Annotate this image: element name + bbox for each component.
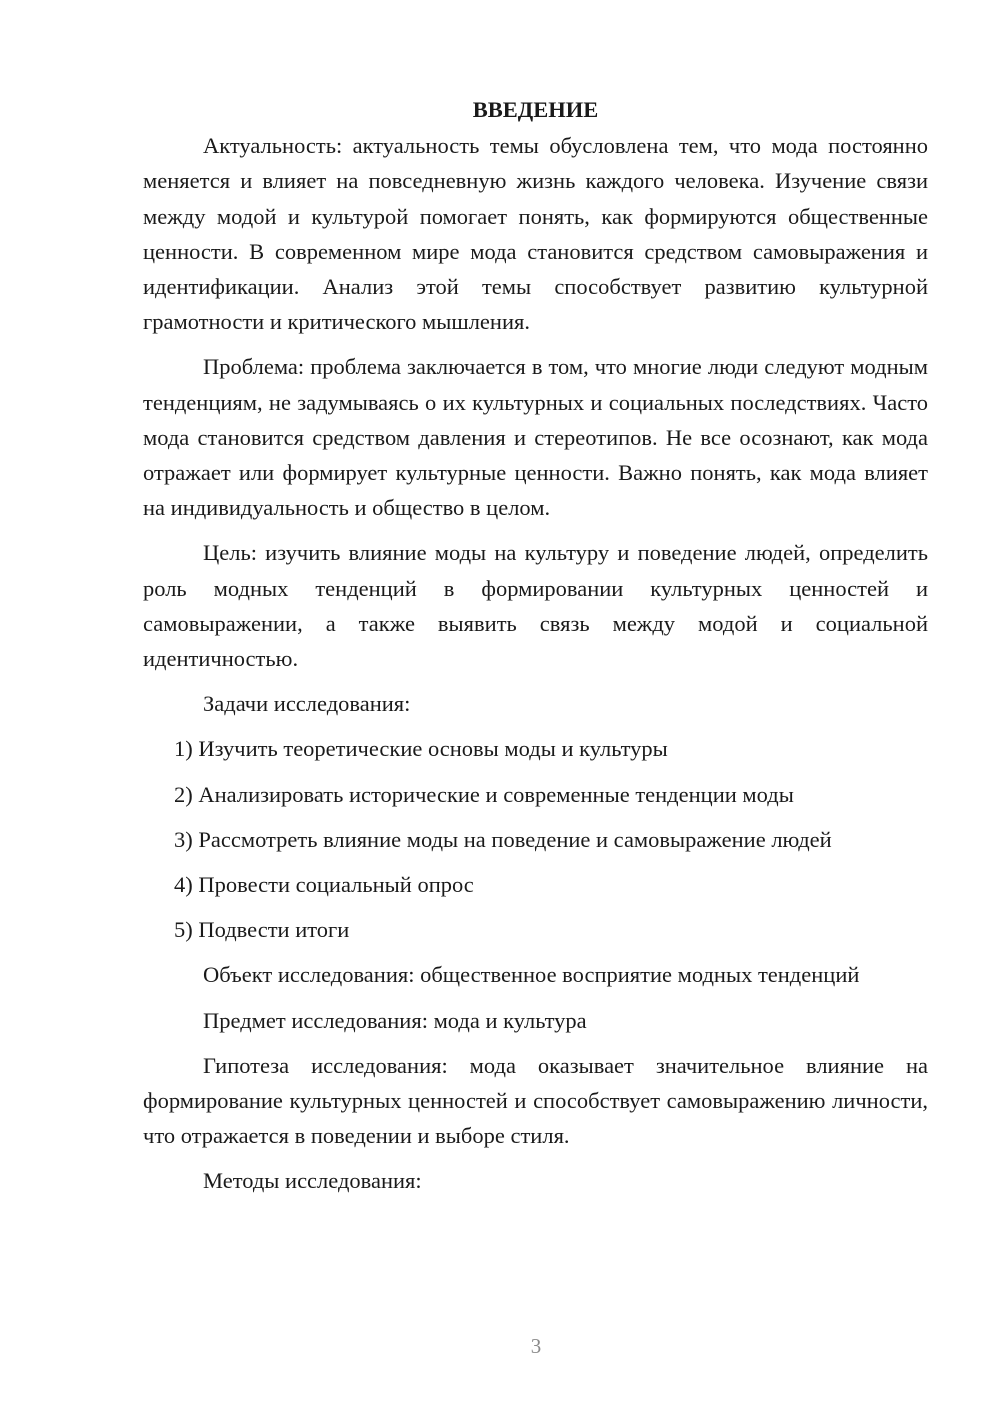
page-number: 3 (530, 1334, 542, 1358)
relevance-paragraph: Актуальность: актуальность темы обусловлена тем, что мода постоянно меняется и влияет на повседневную жизнь каждого человека. Изучение связи между модой и культурой помогает понять, как формируются общественные ценности. В современном мире мода становится средством самовыражения и идентификации. Анализ этой темы способствует развитию культурной грамотности и критического мышления. (143, 133, 928, 335)
problem-paragraph: Проблема: проблема заключается в том, что многие люди следуют модным тенденциям, не задумываясь о их культурных и социальных последствиях. Часто мода становится средством давления и стереотипов. Не все осознают, как мода отражает или формирует культурные ценности. Важно понять, как мода влияет на индивидуальность и общество в целом. (143, 354, 928, 521)
object-line: Объект исследования: общественное восприятие модных тенденций (203, 962, 860, 988)
tasks-list (143, 731, 928, 947)
list-item: 4) Провести социальный опрос (174, 872, 474, 898)
goal-paragraph: Цель: изучить влияние моды на культуру и поведение людей, определить роль модных тенденций в формировании культурных ценностей и самовыражении, а также выявить связь между модой и социальной идентичностью. (143, 540, 928, 672)
methods-heading: Методы исследования: (203, 1168, 422, 1194)
list-item: 2) Анализировать исторические и современные тенденции моды (174, 781, 794, 807)
subject-line: Предмет исследования: мода и культура (203, 1007, 587, 1033)
document-page (143, 92, 928, 1209)
list-item: 3) Рассмотреть влияние моды на поведение и самовыражение людей (174, 826, 832, 852)
list-item: 1) Изучить теоретические основы моды и культуры (174, 736, 668, 762)
page-title: ВВЕДЕНИЕ (472, 97, 599, 122)
tasks-heading: Задачи исследования: (203, 691, 411, 717)
list-item: 5) Подвести итоги (174, 917, 350, 943)
hypothesis-paragraph: Гипотеза исследования: мода оказывает значительное влияние на формирование культурных ценностей и способствует самовыражению личности, что отражается в поведении и выборе стиля. (143, 1052, 928, 1149)
